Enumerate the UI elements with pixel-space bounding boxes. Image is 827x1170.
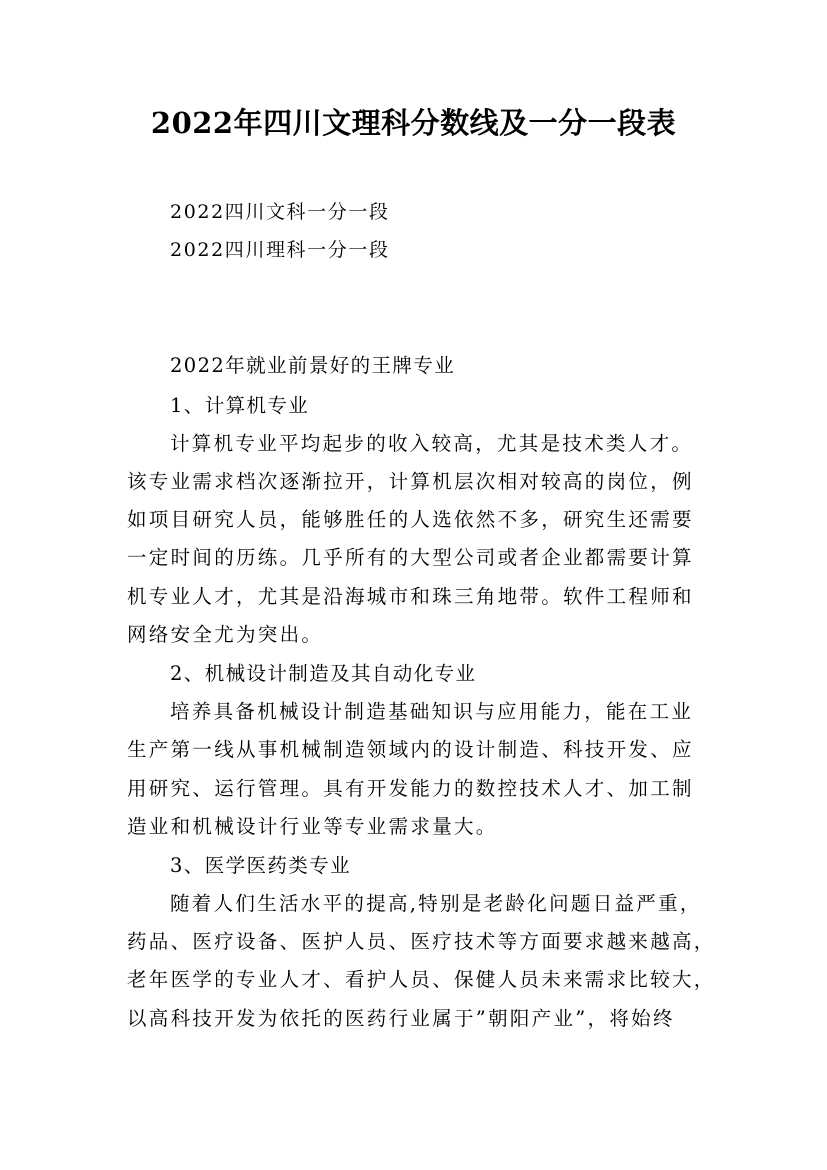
paragraph-line: 机专业人才，尤其是沿海城市和珠三角地带。软件工程师和 <box>127 585 694 608</box>
paragraph-line: 老年医学的专业人才、看护人员、保健人员未来需求比较大， <box>127 968 716 991</box>
paragraph-line: 培养具备机械设计制造基础知识与应用能力，能在工业 <box>170 700 694 723</box>
science-score-link[interactable]: 2022四川理科一分一段 <box>170 239 390 261</box>
section-heading: 2022年就业前景好的王牌专业 <box>170 354 456 377</box>
paragraph-line: 网络安全尤为突出。 <box>127 623 324 646</box>
paragraph-line: 如项目研究人员，能够胜任的人选依然不多，研究生还需要 <box>127 508 694 531</box>
liberal-arts-score-link[interactable]: 2022四川文科一分一段 <box>170 201 390 223</box>
major-heading-mechanical: 2、机械设计制造及其自动化专业 <box>170 662 477 685</box>
paragraph-line: 该专业需求档次逐渐拉开，计算机层次相对较高的岗位，例 <box>127 470 694 493</box>
major-heading-medicine: 3、医学医药类专业 <box>170 854 352 877</box>
paragraph-line: 造业和机械设计行业等专业需求量大。 <box>127 815 498 838</box>
paragraph-line: 用研究、运行管理。具有开发能力的数控技术人才、加工制 <box>127 777 694 800</box>
major-heading-computer: 1、计算机专业 <box>170 394 310 417</box>
paragraph-line: 药品、医疗设备、医护人员、医疗技术等方面要求越来越高， <box>127 930 716 953</box>
paragraph-line: 生产第一线从事机械制造领域内的设计制造、科技开发、应 <box>127 738 694 761</box>
paragraph-line: 一定时间的历练。几乎所有的大型公司或者企业都需要计算 <box>127 546 694 569</box>
paragraph-line: 随着人们生活水平的提高,特别是老龄化问题日益严重， <box>170 892 702 915</box>
paragraph-line: 以高科技开发为依托的医药行业属于”朝阳产业”，将始终 <box>127 1007 675 1030</box>
paragraph-line: 计算机专业平均起步的收入较高，尤其是技术类人才。 <box>170 432 694 455</box>
document-title: 2022年四川文理科分数线及一分一段表 <box>150 106 677 140</box>
